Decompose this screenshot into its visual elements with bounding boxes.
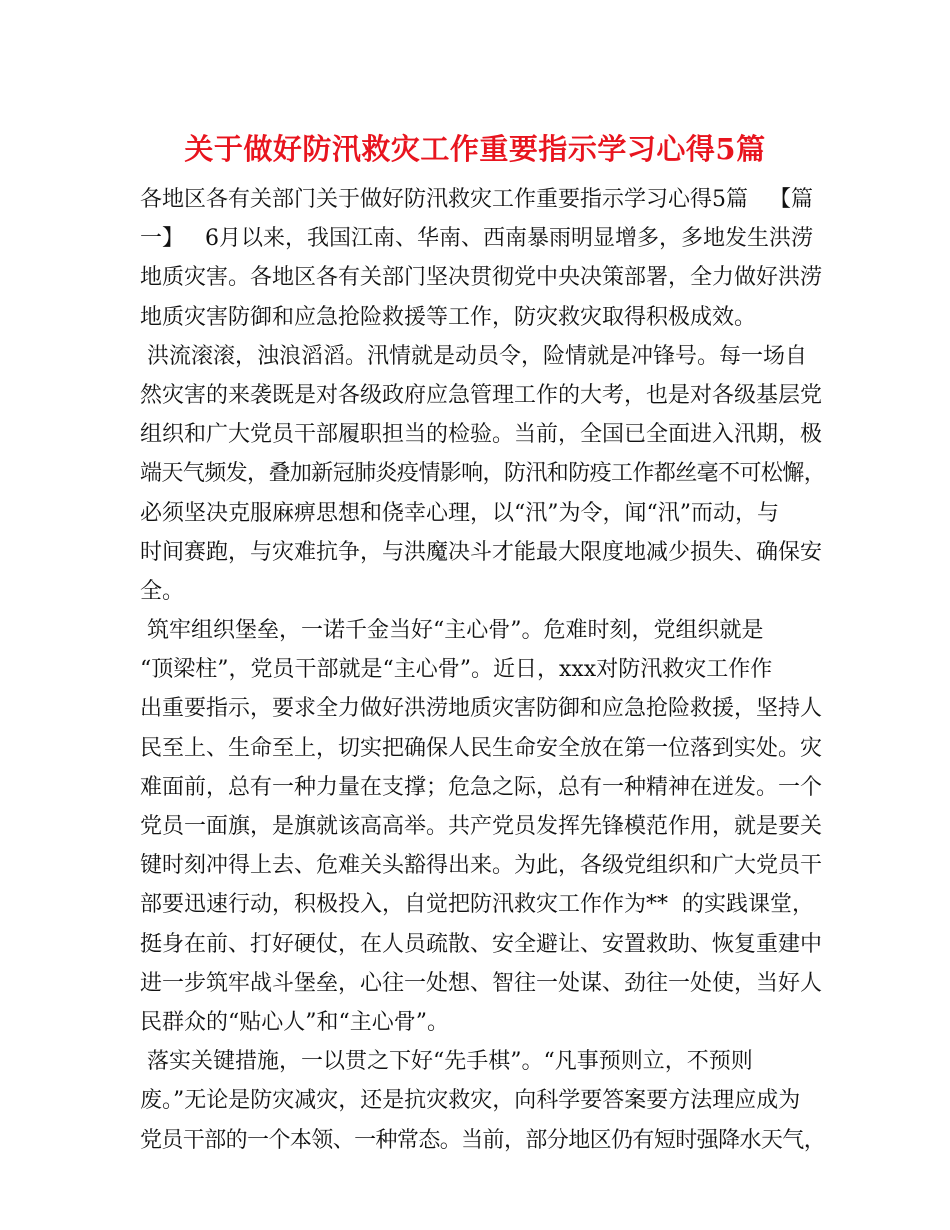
text-line: 全。 — [140, 578, 185, 604]
text-line: 地质灾害。各地区各有关部门坚决贯彻党中央决策部署，全力做好洪涝 — [140, 265, 823, 291]
text-line: 出重要指示，要求全力做好洪涝地质灾害防御和应急抢险救援，坚持人 — [140, 696, 823, 722]
text-line: 难面前，总有一种力量在支撑；危急之际，总有一种精神在迸发。一个 — [140, 774, 823, 800]
text-line: 键时刻冲得上去、危难关头豁得出来。为此，各级党组织和广大党员干 — [140, 853, 823, 879]
text-line: 端天气频发，叠加新冠肺炎疫情影响，防汛和防疫工作都丝毫不可松懈， — [140, 461, 826, 487]
text-line: 然灾害的来袭既是对各级政府应急管理工作的大考，也是对各级基层党 — [140, 382, 823, 408]
text-line: 洪流滚滚，浊浪滔滔。汛情就是动员令，险情就是冲锋号。每一场自 — [140, 343, 807, 369]
text-line: 民至上、生命至上，切实把确保人民生命安全放在第一位落到实处。灾 — [140, 735, 823, 761]
text-line: 筑牢组织堡垒，一诺千金当好“主心骨”。危难时刻，党组织就是 — [140, 618, 764, 644]
text-line: 挺身在前、打好硬仗，在人员疏散、安全避让、安置救助、恢复重建中 — [140, 931, 823, 957]
text-line: 地质灾害防御和应急抢险救援等工作，防灾救灾取得积极成效。 — [140, 304, 757, 330]
text-line: 各地区各有关部门关于做好防汛救灾工作重要指示学习心得5篇 【篇 — [140, 187, 813, 212]
text-line: 党员一面旗，是旗就该高高举。共产党员发挥先锋模范作用，就是要关 — [140, 814, 823, 839]
text-line: 组织和广大党员干部履职担当的检验。当前，全国已全面进入汛期，极 — [140, 422, 823, 448]
document-title: 关于做好防汛救灾工作重要指示学习心得5篇 — [184, 132, 766, 166]
text-line: 一】 6月以来，我国江南、华南、西南暴雨明显增多，多地发生洪涝 — [140, 226, 813, 252]
text-line: 必须坚决克服麻痹思想和侥幸心理，以“汛”为令，闻“汛”而动，与 — [140, 500, 779, 526]
text-line: 进一步筑牢战斗堡垒，心往一处想、智往一处谋、劲往一处使，当好人 — [140, 970, 823, 996]
text-line: “顶梁柱”，党员干部就是“主心骨”。近日，xxx对防汛救灾工作作 — [140, 657, 773, 683]
document-body — [140, 180, 826, 1160]
text-line: 部要迅速行动，积极投入，自觉把防汛救灾工作作为** 的实践课堂， — [140, 892, 814, 918]
text-line: 落实关键措施，一以贯之下好“先手棋”。“凡事预则立，不预则 — [140, 1049, 753, 1075]
text-line: 党员干部的一个本领、一种常态。当前，部分地区仍有短时强降水天气， — [140, 1127, 826, 1153]
text-line: 民群众的“贴心人”和“主心骨”。 — [140, 1009, 449, 1035]
text-line: 时间赛跑，与灾难抗争，与洪魔决斗才能最大限度地减少损失、确保安 — [140, 539, 823, 565]
text-line: 废。”无论是防灾减灾，还是抗灾救灾，向科学要答案要方法理应成为 — [140, 1088, 801, 1114]
